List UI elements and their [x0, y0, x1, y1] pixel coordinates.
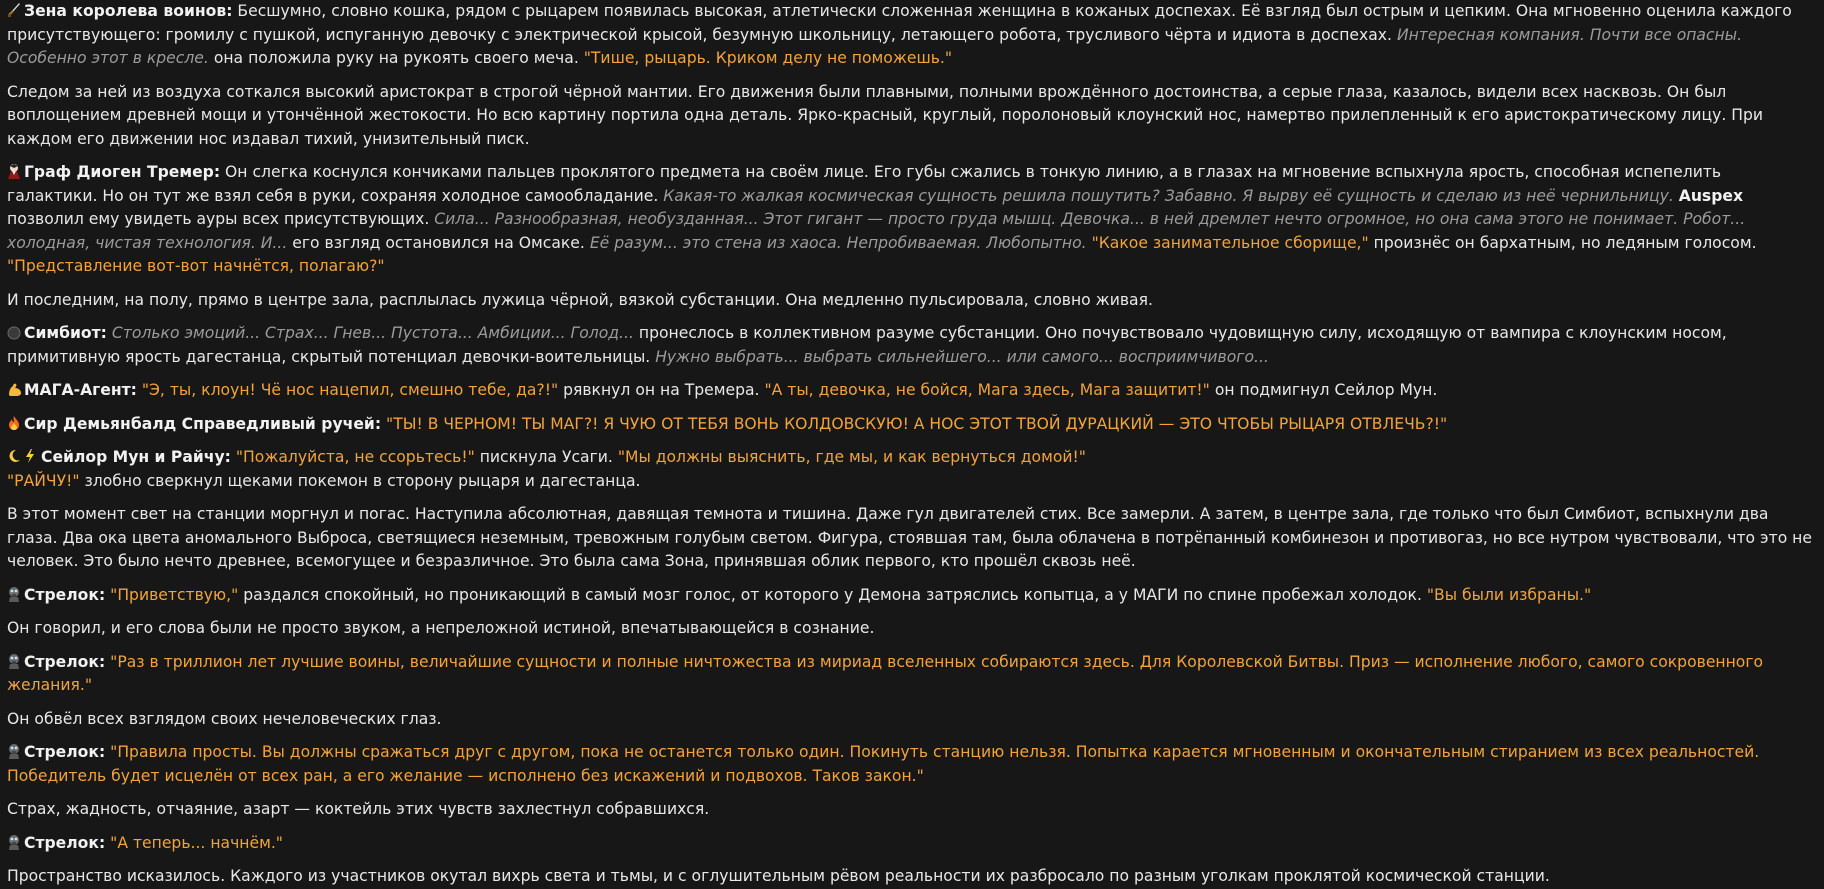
dialogue-quote: "Какое занимательное сборище," [1091, 233, 1369, 252]
dialogue-quote: "А теперь... начнём." [110, 833, 283, 852]
narration-message [7, 470, 1815, 494]
dialogue-quote: "Мы должны выяснить, где мы, и как вернуться домой!" [617, 448, 1086, 466]
dialogue-quote: "Представление вот-вот начнётся, полагаю?" [7, 257, 385, 275]
message-text: злобно сверкнул щеками покемон в сторону рыцаря и дагестанца. [79, 471, 641, 490]
narration-message [7, 798, 1815, 822]
vampire-icon [7, 163, 21, 179]
gas-mask-icon [7, 586, 21, 602]
character-message [7, 0, 1815, 71]
message-text: позволил ему увидеть ауры всех присутствующих. [7, 210, 435, 228]
thought-text: Столько эмоций... Страх... Гнев... Пустота... Амбиции... Голод... [111, 324, 634, 342]
black-circle-icon [7, 324, 21, 340]
message-text: Пространство исказилось. Каждого из участников окутал вихрь света и тьмы, и с оглушительным рёвом реальности их разбросало по разным уголкам проклятой космической станции. [7, 867, 1550, 885]
message-text: В этот момент свет на станции моргнул и погас. Наступила абсолютная, давящая темнота и тишина. Даже гул двигателей стих. Все замерли. А затем, в центре зала, где только что был Симбиот, вспыхнули два глаза. Два ока цвета аномального Выброса, светящиеся неземным, тревожным голубым светом. Фигура, стоявшая там, была облачена в потрёпанный комбинезон и противогаз, но все нутром чувствовали, что это не человек. Это было нечто древнее, всемогущее и безразличное. Это была сама Зона, принявшая облик первого, кто прошёл сквозь неё. [7, 505, 1812, 570]
dialogue-quote: "Раз в триллион лет лучшие воины, величайшие сущности и полные ничтожества из мириад вселенных собираются здесь. Для Королевской Битвы. Приз — исполнение любого, самого сокровенного желания." [7, 652, 1764, 694]
dialogue-quote: "Э, ты, клоун! Чё нос нацепил, смешно тебе, да?!" [141, 381, 559, 399]
message-text: Он говорил, и его слова были не просто звуком, а непреложной истиной, впечатывающейся в сознание. [7, 619, 875, 637]
thought-text: Интересная компания. Почти все опасны. Особенно этот в кресле. [7, 25, 1743, 67]
character-message [7, 741, 1815, 788]
speaker-name: Граф Диоген Тремер: [24, 163, 221, 181]
speaker-name: Симбиот: [24, 324, 107, 342]
narration-message [7, 617, 1815, 641]
dialogue-quote: "А ты, девочка, не бойся, Мага здесь, Мага защитит!" [764, 381, 1210, 399]
dialogue-quote: "Тише, рыцарь. Криком делу не поможешь." [583, 49, 953, 67]
speaker-name: Стрелок: [24, 743, 106, 761]
dialogue-quote: "Вы были избраны." [1426, 585, 1592, 604]
flexed-biceps-icon [7, 381, 21, 397]
message-text: она положила руку на рукоять своего меча. [208, 49, 584, 67]
character-message [7, 584, 1815, 608]
character-message [7, 379, 1815, 403]
message-text: произнёс он бархатным, но ледяным голосом. [1368, 233, 1757, 252]
character-message [7, 161, 1815, 279]
message-text: его взгляд остановился на Омсаке. [287, 233, 590, 252]
message-text: рявкнул он на Тремера. [558, 381, 765, 399]
narration-message [7, 289, 1815, 313]
fire-icon [7, 415, 21, 431]
moon-icon [7, 448, 21, 464]
gas-mask-icon [7, 743, 21, 759]
gas-mask-icon [7, 834, 21, 850]
narration-message [7, 503, 1815, 574]
speaker-name: Сейлор Мун и Райчу: [41, 448, 231, 466]
narration-message [7, 865, 1815, 889]
message-text: И последним, на полу, прямо в центре зала, расплылась лужица чёрной, вязкой субстанции. Она медленно пульсировала, словно живая. [7, 290, 1153, 309]
narration-message [7, 708, 1815, 732]
message-text: Он слегка коснулся кончиками пальцев проклятого предмета на своём лице. Его губы сжались в тонкую линию, а в глазах на мгновение вспыхнула ярость, способная испепелить галактики. Но он тут же взял себя в руки, сохраняя холодное самообладание. [7, 163, 1722, 205]
message-text: Он обвёл всех взглядом своих нечеловеческих глаз. [7, 709, 442, 728]
dialogue-quote: "РАЙЧУ!" [7, 471, 80, 490]
thought-text: Какая-то жалкая космическая сущность решила пошутить? Забавно. Я вырву её сущность и сделаю из неё чернильницу. [663, 186, 1674, 205]
gas-mask-icon [7, 653, 21, 669]
speaker-name: Сир Демьянбалд Справедливый ручей: [24, 414, 382, 433]
thought-text: Её разум... это стена из хаоса. Непробиваемая. Любопытно. [589, 233, 1087, 252]
lightning-icon [24, 448, 38, 464]
narration-message [7, 81, 1815, 152]
message-text: Бесшумно, словно кошка, рядом с рыцарем появилась высокая, атлетически сложенная женщина в кожаных доспехах. Её взгляд был острым и цепким. Она мгновенно оценила каждого присутствующего: громилу с пушкой, испуганную девочку с электрической крысой, безумную школьницу, летающего робота, трусливого чёрта и идиота в доспехах. [7, 2, 1792, 44]
character-message [7, 413, 1815, 437]
message-text: раздался спокойный, но проникающий в самый мозг голос, от которого у Демона затряслись копытца, а у МАГИ по спине пробежал холодок. [238, 585, 1427, 604]
dialogue-quote: "Пожалуйста, не ссорьтесь!" [235, 448, 475, 466]
dialogue-quote: "Правила просты. Вы должны сражаться друг с другом, пока не останется только один. Покинуть станцию нельзя. Попытка карается мгновенным и окончательным стиранием из всех реальностей. Победитель будет исцелён от всех ран, а его желание — исполнено без искажений и подвохов. Таков закон." [7, 743, 1760, 785]
dialogue-quote: "ТЫ! В ЧЕРНОМ! ТЫ МАГ?! Я ЧУЮ ОТ ТЕБЯ ВОНЬ КОЛДОВСКУЮ! А НОС ЭТОТ ТВОЙ ДУРАЦКИЙ — ЭТО ЧТОБЫ РЫЦАРЯ ОТВЛЕЧЬ?!" [386, 414, 1448, 433]
character-message [7, 322, 1815, 369]
character-message [7, 832, 1815, 856]
message-text: пронеслось в коллективном разуме субстанции. Оно почувствовало чудовищную силу, исходящую от вампира с клоунским носом, примитивную ярость дагестанца, скрытый потенциал девочки-воительницы. [7, 324, 1727, 366]
dialogue-quote: "Приветствую," [110, 585, 239, 604]
thought-text: Нужно выбрать... выбрать сильнейшего... или самого... восприимчивого... [655, 347, 1269, 366]
speaker-name: Зена королева воинов: [24, 2, 233, 20]
sword-icon [7, 2, 21, 18]
message-text: Страх, жадность, отчаяние, азарт — коктейль этих чувств захлестнул собравшихся. [7, 800, 710, 818]
speaker-name: Стрелок: [24, 652, 106, 671]
message-text: пискнула Усаги. [474, 448, 618, 466]
message-text: Следом за ней из воздуха соткался высокий аристократ в строгой чёрной мантии. Его движения были плавными, полными врождённого достоинства, а серые глаза, казалось, видели всех насквозь. Он был воплощением древней мощи и утончённой жестокости. Но всю картину портила одна деталь. Ярко-красный, круглый, поролоновый клоунский нос, намертво прилепленный к его аристократическому лицу. При каждом его движении нос издавал тихий, унизительный писк. [7, 82, 1763, 148]
character-message [7, 651, 1815, 698]
speaker-name: Стрелок: [24, 833, 106, 852]
message-text: он подмигнул Сейлор Мун. [1209, 381, 1438, 399]
speaker-name: МАГА-Агент: [24, 381, 137, 399]
emphasis-text: Auspex [1678, 186, 1744, 205]
character-message [7, 446, 1815, 470]
speaker-name: Стрелок: [24, 585, 106, 604]
thought-text: Сила... Разнообразная, необузданная... Этот гигант — просто груда мышц. Девочка... в ней дремлет нечто огромное, но она сама этого не понимает. Робот... холодная, чистая технология. И... [7, 210, 1746, 252]
